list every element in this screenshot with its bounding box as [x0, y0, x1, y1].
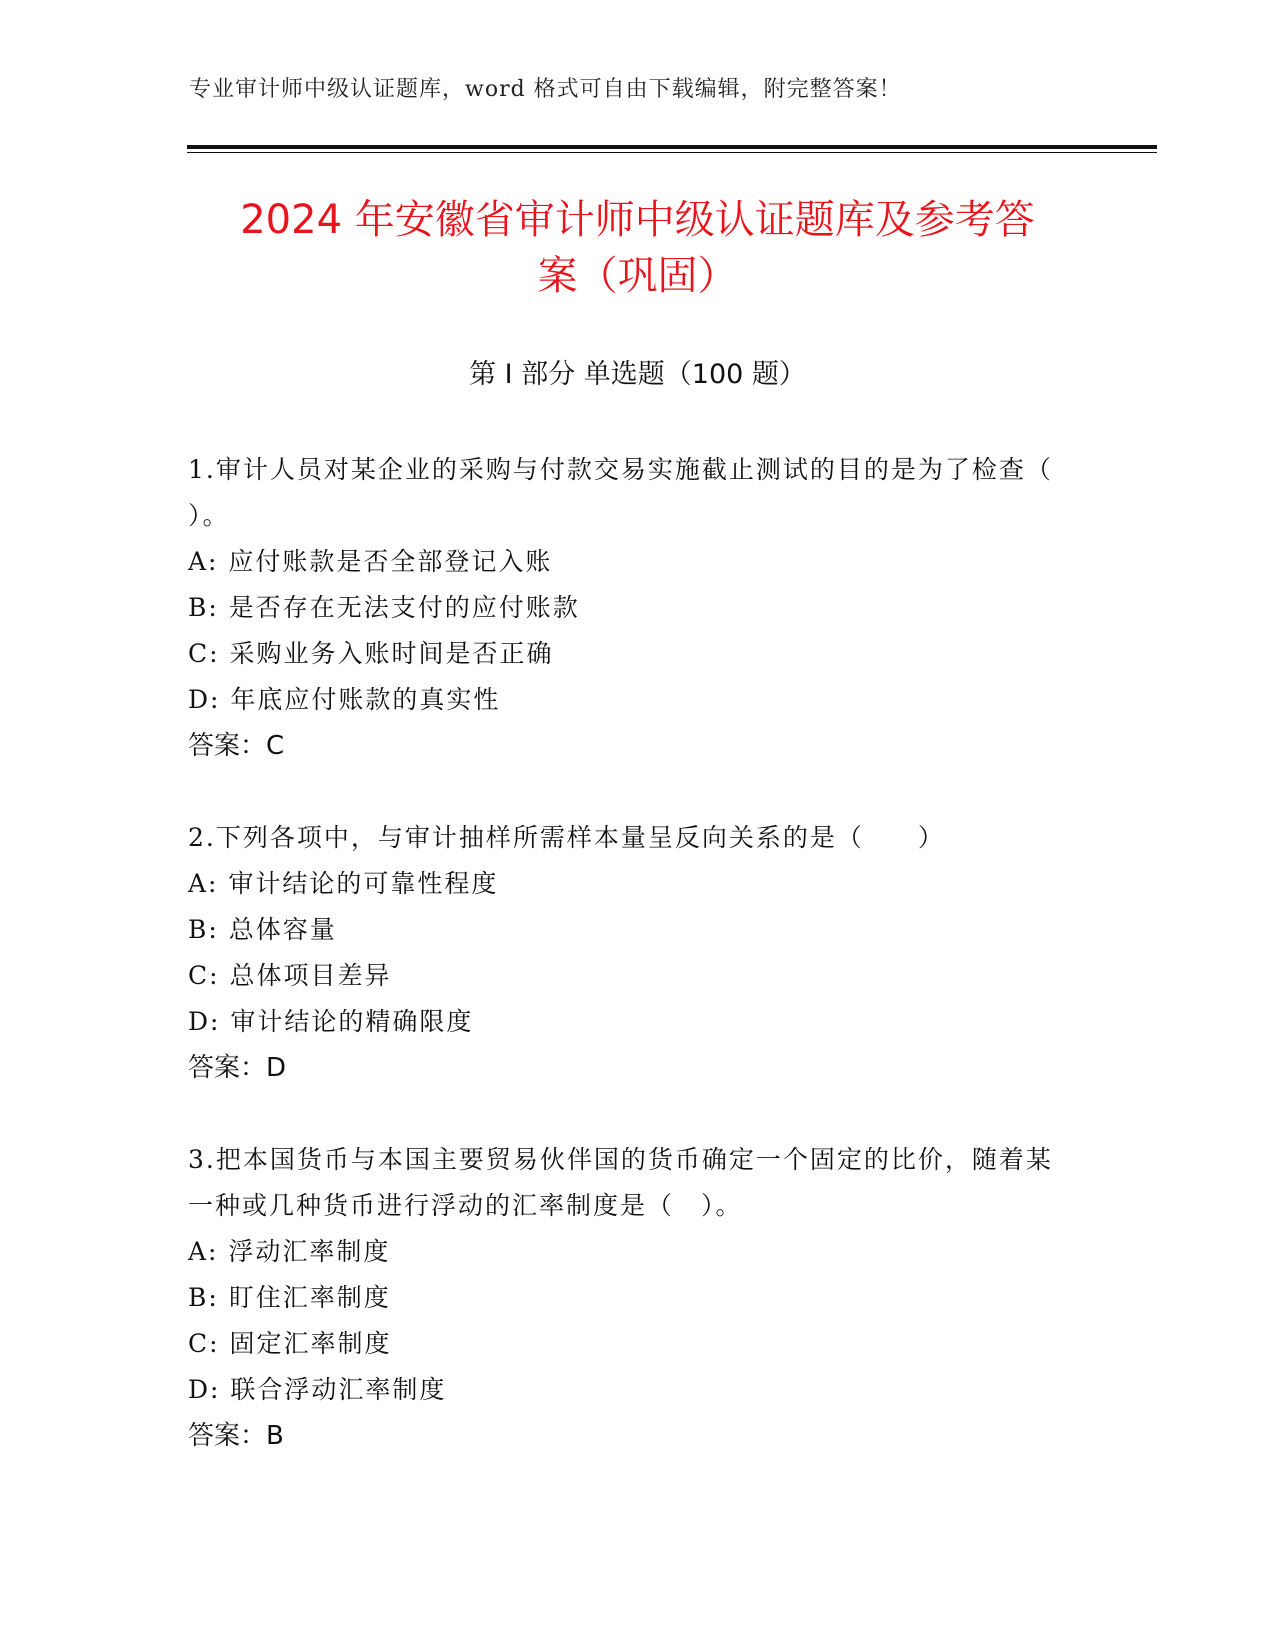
question-list	[188, 447, 1078, 1505]
header-rule-thin	[187, 152, 1157, 153]
option-a: A: 审计结论的可靠性程度	[188, 869, 499, 898]
answer-text: 答案：B	[188, 1421, 284, 1451]
header-note: 专业审计师中级认证题库，word 格式可自由下载编辑，附完整答案！	[189, 77, 902, 102]
option-d: D: 年底应付账款的真实性	[188, 685, 501, 714]
title-line-2: 案（巩固）	[537, 253, 738, 299]
question-item	[188, 447, 1078, 769]
option-d: D: 审计结论的精确限度	[188, 1007, 474, 1036]
question-stem: 2.下列各项中，与审计抽样所需样本量呈反向关系的是（ ）	[188, 823, 945, 852]
option-b: B: 是否存在无法支付的应付账款	[188, 593, 580, 622]
answer-text: 答案：D	[188, 1053, 287, 1083]
answer-text: 答案：C	[188, 731, 285, 761]
option-b: B: 总体容量	[188, 915, 337, 944]
question-stem: 3.把本国货币与本国主要贸易伙伴国的货币确定一个固定的比价，随着某一种或几种货币进行浮动的汇率制度是（ ）。	[188, 1145, 1053, 1220]
option-a: A: 浮动汇率制度	[188, 1237, 391, 1266]
header-rule-thick	[187, 145, 1157, 149]
option-a: A: 应付账款是否全部登记入账	[188, 547, 553, 576]
question-item	[188, 815, 1078, 1091]
question-item	[188, 1137, 1078, 1459]
option-c: C: 采购业务入账时间是否正确	[188, 639, 554, 668]
document-title	[150, 192, 1125, 304]
section-title: 第 I 部分 单选题（100 题）	[469, 359, 806, 390]
title-line-1: 2024 年安徽省审计师中级认证题库及参考答	[240, 197, 1035, 243]
option-c: C: 固定汇率制度	[188, 1329, 392, 1358]
question-stem: 1.审计人员对某企业的采购与付款交易实施截止测试的目的是为了检查（ ）。	[188, 455, 1053, 530]
option-d: D: 联合浮动汇率制度	[188, 1375, 447, 1404]
option-c: C: 总体项目差异	[188, 961, 392, 990]
option-b: B: 盯住汇率制度	[188, 1283, 391, 1312]
